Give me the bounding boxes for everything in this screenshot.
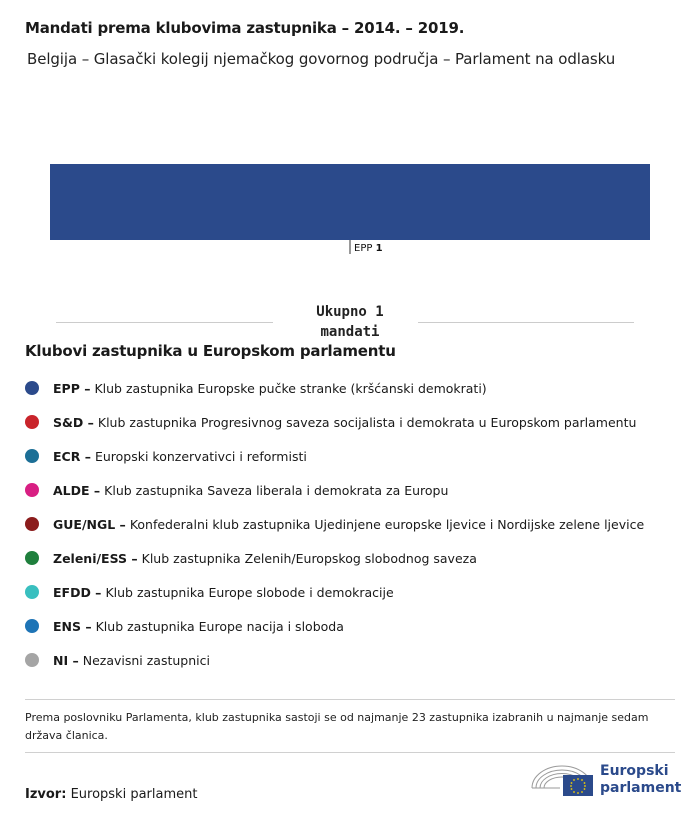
legend-desc: Klub zastupnika Zelenih/Europskog slobodnog saveza [141,550,477,566]
total-divider-right [418,322,634,323]
total-label: Ukupno [316,304,367,320]
bar-segment-epp [50,164,650,240]
legend-abbr: S&D – [53,414,94,430]
legend-desc: Nezavisni zastupnici [82,652,210,668]
legend-item [25,507,644,541]
ep-logo [530,762,681,798]
legend-item [25,371,644,405]
legend-desc: Europski konzervativci i reformisti [94,448,307,464]
chart-subtitle: Belgija – Glasački kolegij njemačkog govornog područja – Parlament na odlasku [27,50,616,68]
legend-swatch [25,381,39,395]
legend-swatch [25,483,39,497]
hemicycle-logo-icon [530,762,594,798]
legend-item [25,473,644,507]
legend-desc: Klub zastupnika Europe nacija i sloboda [95,618,344,634]
legend-item [25,405,644,439]
legend-abbr: ECR – [53,448,91,464]
legend-abbr: EPP – [53,380,91,396]
total-unit: mandati [320,324,380,340]
legend-swatch [25,585,39,599]
legend-item [25,541,644,575]
footnote: Prema poslovniku Parlamenta, klub zastupnika sastoji se od najmanje 23 zastupnika izabranih u najmanje sedam država članica. [25,711,649,742]
legend-swatch [25,551,39,565]
legend-item [25,575,644,609]
footnote-bottom-divider [25,752,675,753]
legend-abbr: ALDE – [53,482,101,498]
legend-swatch [25,449,39,463]
legend-desc: Klub zastupnika Europe slobode i demokracije [105,584,394,600]
legend-abbr: ENS – [53,618,92,634]
legend-desc: Klub zastupnika Europske pučke stranke (kršćanski demokrati) [94,380,487,396]
legend-item [25,439,644,473]
total-value: 1 [375,304,384,320]
logo-line-2: parlament [600,780,682,796]
legend-abbr: GUE/NGL – [53,516,126,532]
legend-swatch [25,517,39,531]
segment-label: EPP 1 [354,243,383,254]
seat-chart [0,150,700,260]
legend-abbr: NI – [53,652,79,668]
total-divider-left [56,322,273,323]
legend-desc: Klub zastupnika Saveza liberala i demokrata za Europu [104,482,449,498]
legend-item [25,609,644,643]
legend-abbr: EFDD – [53,584,102,600]
footnote-top-divider [25,699,675,700]
chart-title: Mandati prema klubovima zastupnika – 2014. – 2019. [25,19,465,37]
logo-text [600,763,681,797]
legend-title: Klubovi zastupnika u Europskom parlamentu [25,342,396,360]
legend-desc: Klub zastupnika Progresivnog saveza socijalista i demokrata u Europskom parlamentu [97,414,637,430]
source [25,787,197,802]
source-value: Europski parlament [70,787,198,802]
legend-swatch [25,415,39,429]
legend-desc: Konfederalni klub zastupnika Ujedinjene europske ljevice i Nordijske zelene ljevice [129,516,645,532]
legend-abbr: Zeleni/ESS – [53,550,138,566]
legend [25,371,644,677]
source-label: Izvor: [25,787,67,802]
total-seats [290,302,410,342]
legend-item [25,643,644,677]
logo-line-1: Europski [600,763,669,779]
legend-swatch [25,619,39,633]
legend-swatch [25,653,39,667]
